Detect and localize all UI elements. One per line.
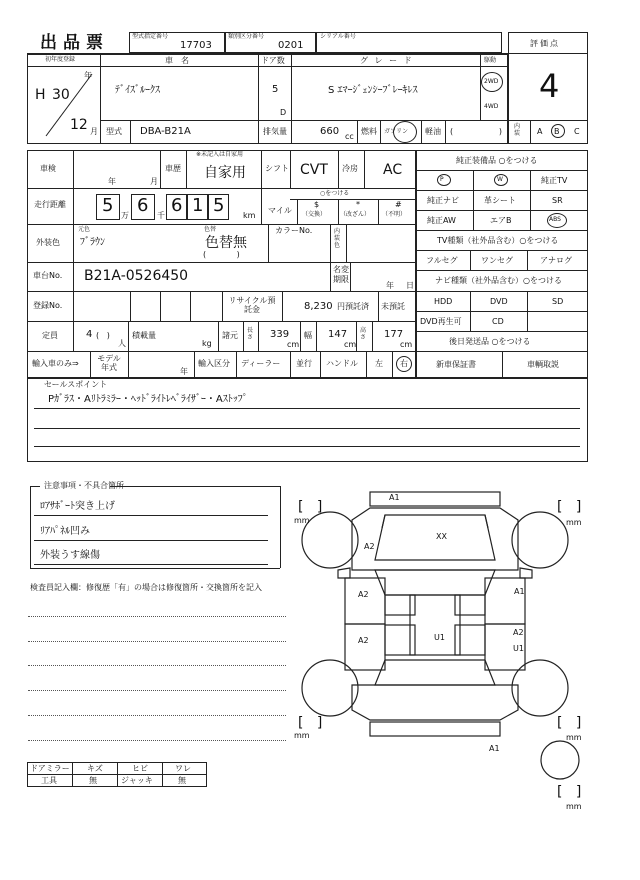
- equipment-title: 純正装備品 ○をつける: [456, 156, 538, 165]
- reg-year-unit: 年: [84, 71, 92, 80]
- reg-year: 30: [52, 87, 70, 103]
- tv-title: TV種類（社外品含む）○をつける: [437, 236, 559, 245]
- capacity-value: 4: [86, 329, 93, 340]
- recycle-label: リサイクル預託金: [228, 296, 276, 315]
- import-label: 輸入車のみ⇒: [32, 359, 79, 368]
- displacement-unit: cc: [345, 132, 354, 141]
- tread-rr-unit: mm: [566, 733, 582, 742]
- mileage-digit-5-text: 5: [213, 195, 225, 216]
- power-steering-label: P: [440, 176, 444, 183]
- type-cert-value: 17703: [180, 40, 212, 51]
- tread-fr-unit: mm: [566, 518, 582, 527]
- model-year-label: モデル年式: [97, 354, 121, 373]
- diesel-label: 軽油: [425, 127, 441, 136]
- note-item-2: ﾘｱﾊﾟﾈﾙ凹み: [40, 526, 90, 537]
- mark-left-rear-door: A2: [358, 636, 369, 645]
- inspector-label: 検査員記入欄：修復歴「有」の場合は修復箇所・交換箇所を記入: [30, 583, 262, 592]
- recycle-amount: 8,230: [304, 301, 333, 312]
- height-unit: cm: [400, 340, 413, 349]
- exchange-label: （交換）: [302, 211, 327, 218]
- sales-point-text: Pｶﾞﾗｽ・Aﾘﾄﾗﾐﾗｰ・ﾍｯﾄﾞﾗｲﾄﾚﾍﾞﾗｲｻﾞｰ・Aｽﾄｯﾌﾟ: [48, 394, 248, 405]
- spec-table: [27, 150, 416, 378]
- mileage-circle-note: ○をつける: [320, 190, 350, 197]
- load-label: 積載量: [132, 331, 156, 340]
- legend-h4: ワレ: [175, 764, 191, 773]
- fuel-label: 燃料: [361, 127, 377, 136]
- serial-label: シリアル番号: [320, 33, 356, 40]
- doors-label: ドア数: [261, 56, 285, 65]
- mileage-digit-1-text: 5: [102, 195, 114, 216]
- class-label: 類別区分番号: [228, 33, 265, 40]
- note-item-1: ﾛｱｻﾎﾞｰﾄ突き上げ: [40, 501, 115, 512]
- shift-label: シフト: [265, 164, 289, 173]
- first-reg-label: 初年度登録: [45, 56, 76, 63]
- notes-label: 注意事項・不具合箇所: [44, 481, 124, 490]
- mark-hood: XX: [436, 532, 447, 541]
- grade-score-value: 4: [539, 67, 560, 105]
- parallel-label: 並行: [296, 359, 312, 368]
- import-type-label: 輸入区分: [198, 359, 230, 368]
- tread-spare-bracket: [ ]: [557, 784, 582, 800]
- tamper-label: （改ざん）: [340, 211, 371, 218]
- length-label: 長さ: [247, 327, 254, 342]
- tv-oneseg: ワンセグ: [481, 256, 513, 265]
- width-value: 147: [328, 329, 348, 340]
- grade-value: S ｴﾏｰｼﾞｪﾝｼｰﾌﾞﾚｰｷﾚｽ: [328, 85, 418, 96]
- mileage-digit-4-text: 1: [192, 195, 204, 216]
- mark-front-bumper: A1: [389, 493, 400, 502]
- tv-fullseg: フルセグ: [426, 256, 458, 265]
- nc-day-unit: 日: [406, 281, 414, 290]
- capacity-parens: ( ): [96, 331, 110, 340]
- mark-rear-bumper: A1: [489, 744, 500, 753]
- model-year-unit: 年: [180, 367, 188, 376]
- mileage-digit-2-text: 6: [137, 195, 149, 216]
- mark-right-rear-u: U1: [513, 644, 524, 653]
- handle-right: 右: [400, 359, 408, 368]
- recycle-unpaid: 未預託: [381, 302, 405, 311]
- mark-left-front: A2: [364, 542, 375, 551]
- tread-rl-unit: mm: [294, 731, 310, 740]
- cd-label: CD: [492, 317, 504, 326]
- capacity-unit: 人: [118, 339, 126, 348]
- sen-unit: 千: [157, 211, 165, 220]
- nc-year-unit: 年: [386, 281, 394, 290]
- interior-label: 内装: [514, 123, 521, 137]
- reg-month-unit: 月: [90, 127, 98, 136]
- equip-navi: 純正ナビ: [427, 196, 459, 205]
- exchange-mark: $: [314, 200, 320, 209]
- shift-value: CVT: [300, 162, 328, 178]
- diesel-brackets: ( ): [450, 127, 503, 136]
- legend-v3: ジャッキ: [121, 776, 153, 785]
- chassis-value: B21A-0526450: [84, 268, 189, 284]
- tread-rl-bracket: [ ]: [298, 715, 323, 731]
- shaken-year-unit: 年: [108, 177, 116, 186]
- capacity-label: 定員: [42, 331, 58, 340]
- drive-label: 駆動: [484, 57, 497, 64]
- width-unit: cm: [344, 340, 357, 349]
- tv-analog: アナログ: [540, 256, 572, 265]
- power-window-label: W: [497, 176, 503, 183]
- legend-h1: ドアミラー: [30, 764, 70, 773]
- equip-leather: 革シート: [484, 196, 516, 205]
- chassis-label: 車台No.: [33, 271, 63, 280]
- fuel-value: ガソリン: [384, 128, 409, 135]
- mark-right-front-door: A1: [514, 587, 525, 596]
- tread-spare-unit: mm: [566, 802, 582, 811]
- later-warranty: 新車保証書: [436, 360, 476, 369]
- name-change-label: 名変期限: [333, 265, 349, 284]
- mile-label: マイル: [268, 206, 292, 215]
- tread-fr-bracket: [ ]: [557, 499, 582, 515]
- shaken-label: 車検: [40, 164, 56, 173]
- tread-fl-bracket: [ ]: [298, 499, 323, 515]
- door-type: D: [280, 108, 287, 117]
- interior-a: A: [537, 127, 543, 136]
- tread-fl-unit: mm: [294, 516, 310, 525]
- repaint-value: 色替無: [205, 235, 247, 251]
- mark-roof: U1: [434, 633, 445, 642]
- model-label: 型式: [106, 127, 122, 136]
- type-cert-label: 型式指定番号: [132, 33, 169, 40]
- later-manual: 車輌取説: [527, 360, 559, 369]
- car-name: ﾃﾞｲｽﾞﾙｰｸｽ: [115, 85, 160, 96]
- interior-color-label: 内装色: [334, 228, 341, 249]
- legend-v1: 工具: [41, 776, 57, 785]
- length-unit: cm: [287, 340, 300, 349]
- height-value: 177: [384, 329, 404, 340]
- sales-point-box: [27, 378, 588, 462]
- dims-label: 諸元: [222, 331, 238, 340]
- man-unit: 万: [121, 211, 129, 220]
- cooler-value: AC: [383, 162, 403, 178]
- unknown-mark: #: [395, 200, 402, 209]
- reg-month: 12: [70, 117, 88, 133]
- navi-hdd: HDD: [434, 297, 453, 306]
- handle-left: 左: [375, 359, 383, 368]
- navi-sd: SD: [552, 297, 564, 306]
- mark-right-rear-a: A2: [513, 628, 524, 637]
- displacement-label: 排気量: [263, 127, 287, 136]
- displacement-value: 660: [320, 126, 340, 137]
- equip-tv: 純正TV: [541, 176, 568, 185]
- equip-airbag: エアB: [490, 216, 512, 225]
- width-label: 幅: [304, 331, 312, 340]
- note-item-3: 外装うす線傷: [40, 550, 100, 561]
- interior-c: C: [574, 127, 580, 136]
- spare-tire: [538, 738, 582, 782]
- equip-aw: 純正AW: [427, 216, 456, 225]
- cooler-label: 冷房: [342, 164, 358, 173]
- recycle-status: 円預託済: [337, 302, 369, 311]
- legend-v2: 無: [89, 776, 97, 785]
- car-diagram: [290, 470, 590, 780]
- legend-h3: ヒビ: [132, 764, 148, 773]
- handle-label: ハンドル: [326, 359, 358, 368]
- class-value: 0201: [278, 40, 304, 51]
- model-value: DBA-B21A: [140, 126, 191, 137]
- drive-4wd: 4WD: [484, 103, 499, 110]
- mileage-digit-3-text: 6: [171, 195, 183, 216]
- history-label: 車歴: [165, 164, 181, 173]
- load-unit: kg: [202, 339, 212, 348]
- mark-left-front-door: A2: [358, 590, 369, 599]
- sales-point-label: セールスポイント: [44, 380, 108, 389]
- dvd-label: DVD再生可: [420, 317, 462, 326]
- equip-abs: ABS: [549, 216, 561, 223]
- mileage-label: 走行距離: [34, 200, 66, 209]
- navi-dvd: DVD: [490, 297, 508, 306]
- doors-value: 5: [272, 84, 279, 95]
- legend-h2: キズ: [87, 764, 103, 773]
- tamper-mark: *: [356, 200, 360, 209]
- dealer-label: ディーラー: [241, 359, 281, 368]
- height-label: 高さ: [360, 327, 367, 342]
- color-no-label: カラーNo.: [275, 226, 313, 235]
- reg-no-label: 登録No.: [33, 301, 63, 310]
- tread-rr-bracket: [ ]: [557, 715, 582, 731]
- car-name-label: 車 名: [165, 56, 189, 65]
- history-note: ※未記入は自家用: [196, 151, 244, 158]
- length-value: 339: [270, 329, 290, 340]
- km-unit: km: [243, 211, 256, 220]
- era: H: [35, 87, 46, 103]
- legend-v4: 無: [178, 776, 186, 785]
- navi-title: ナビ種類（社外品含む）○をつける: [435, 276, 562, 285]
- drive-2wd: 2WD: [484, 78, 499, 85]
- history-value: 自家用: [204, 165, 246, 181]
- page-title: 出品票: [40, 33, 109, 53]
- later-title: 後日発送品 ○をつける: [449, 337, 531, 346]
- repaint-label: 色替: [204, 226, 217, 233]
- grade-label: グ レ ー ド: [360, 56, 414, 65]
- repaint-brackets: ( ): [203, 250, 240, 259]
- orig-color-label: 元色: [78, 226, 91, 233]
- grade-score-label: 評価点: [530, 39, 560, 48]
- unknown-label: （不明）: [382, 211, 407, 218]
- shaken-month-unit: 月: [150, 177, 158, 186]
- orig-color: ﾌﾞﾗｳﾝ: [80, 237, 105, 248]
- equip-sr: SR: [552, 196, 563, 205]
- color-label: 外装色: [36, 238, 60, 247]
- interior-b: B: [554, 127, 560, 136]
